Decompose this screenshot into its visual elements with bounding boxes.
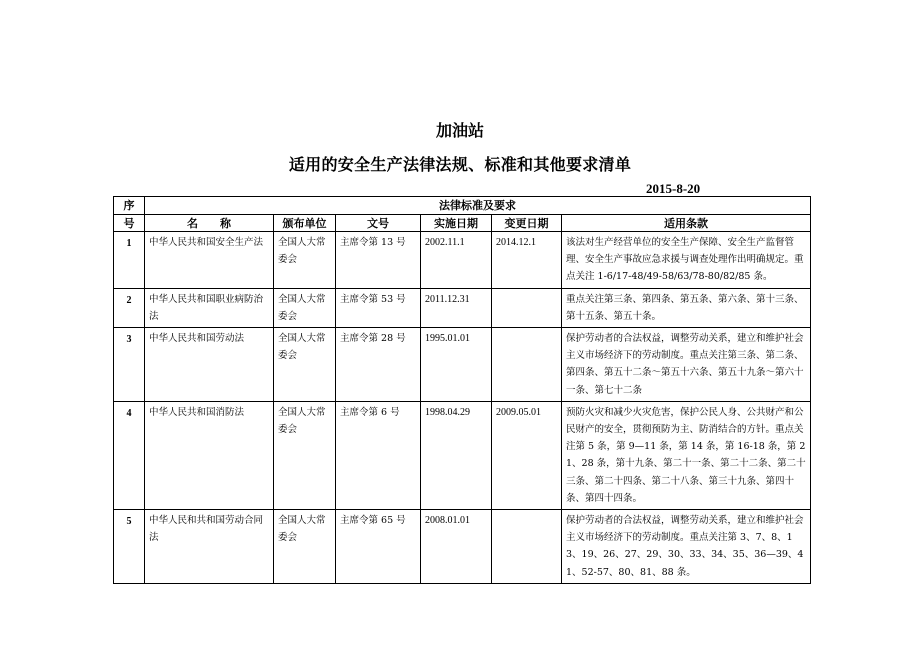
row-clauses: 保护劳动者的合法权益，调整劳动关系，建立和维护社会主义市场经济下的劳动制度。重点关注第三条、第二条、第四条、第五十二条～第五十六条、第五十九条～第六十一条、第七十二条 — [562, 328, 811, 402]
row-name: 中华人民共和国安全生产法 — [145, 232, 274, 289]
document-date: 2015-8-20 — [646, 181, 701, 196]
table-row — [114, 510, 811, 584]
row-name: 中华人民共和国劳动法 — [145, 328, 274, 402]
row-name: 中华人民共和国消防法 — [145, 401, 274, 509]
col-header-clauses: 适用条款 — [562, 215, 811, 232]
document-subtitle: 适用的安全生产法律法规、标准和其他要求清单 — [288, 155, 632, 174]
row-change-date — [492, 510, 562, 584]
document-title: 加油站 — [435, 121, 484, 140]
row-issuer: 全国人大常委会 — [274, 401, 336, 509]
row-impl-date: 2011.12.31 — [421, 288, 492, 327]
row-impl-date: 1998.04.29 — [421, 401, 492, 509]
header-row-group — [114, 197, 811, 215]
seq-header-bottom: 号 — [114, 215, 145, 232]
row-seq: 1 — [114, 232, 145, 289]
table-row — [114, 328, 811, 402]
row-impl-date: 2002.11.1 — [421, 232, 492, 289]
row-change-date — [492, 328, 562, 402]
regulations-table — [113, 196, 811, 584]
row-change-date — [492, 288, 562, 327]
row-seq: 4 — [114, 401, 145, 509]
row-issuer: 全国人大常委会 — [274, 510, 336, 584]
row-docno: 主席令第 6 号 — [336, 401, 421, 509]
row-clauses: 重点关注第三条、第四条、第五条、第六条、第十三条、第十五条、第五十条。 — [562, 288, 811, 327]
header-row-columns — [114, 215, 811, 232]
row-issuer: 全国人大常委会 — [274, 232, 336, 289]
row-seq: 2 — [114, 288, 145, 327]
group-header: 法律标准及要求 — [145, 197, 811, 215]
table-row — [114, 232, 811, 289]
row-issuer: 全国人大常委会 — [274, 328, 336, 402]
row-seq: 3 — [114, 328, 145, 402]
row-docno: 主席令第 13 号 — [336, 232, 421, 289]
row-docno: 主席令第 65 号 — [336, 510, 421, 584]
row-clauses: 保护劳动者的合法权益，调整劳动关系，建立和维护社会主义市场经济下的劳动制度。重点关注第 3、7、8、13、19、26、27、29、30、33、34、35、36—39、41、52-57、80、81、88 条。 — [562, 510, 811, 584]
col-header-docno: 文号 — [336, 215, 421, 232]
row-name: 中华人民共和国职业病防治法 — [145, 288, 274, 327]
col-header-name: 名 称 — [145, 215, 274, 232]
col-header-issuer: 颁布单位 — [274, 215, 336, 232]
row-impl-date: 1995.01.01 — [421, 328, 492, 402]
row-change-date: 2009.05.01 — [492, 401, 562, 509]
row-impl-date: 2008.01.01 — [421, 510, 492, 584]
row-clauses: 该法对生产经营单位的安全生产保障、安全生产监督管理、安全生产事故应急求援与调查处理作出明确规定。重点关注 1-6/17-48/49-58/63/78-80/82/85 条。 — [562, 232, 811, 289]
table-row — [114, 288, 811, 327]
row-name: 中华人民和共和国劳动合同法 — [145, 510, 274, 584]
row-docno: 主席令第 53 号 — [336, 288, 421, 327]
row-clauses: 预防火灾和减少火灾危害，保护公民人身、公共财产和公民财产的安全，贯彻预防为主、防消结合的方针。重点关注第 5 条，第 9—11 条，第 14 条，第 16-18 条，第 21、28 条，第十九条、第二十一条、第二十二条、第二十三条、第二十四条、第二十八条、第三十九条、第四十条、第四十四条。 — [562, 401, 811, 509]
row-seq: 5 — [114, 510, 145, 584]
row-docno: 主席令第 28 号 — [336, 328, 421, 402]
table-row — [114, 401, 811, 509]
col-header-change-date: 变更日期 — [492, 215, 562, 232]
row-change-date: 2014.12.1 — [492, 232, 562, 289]
row-issuer: 全国人大常委会 — [274, 288, 336, 327]
col-header-impl-date: 实施日期 — [421, 215, 492, 232]
seq-header-top: 序 — [114, 197, 145, 215]
